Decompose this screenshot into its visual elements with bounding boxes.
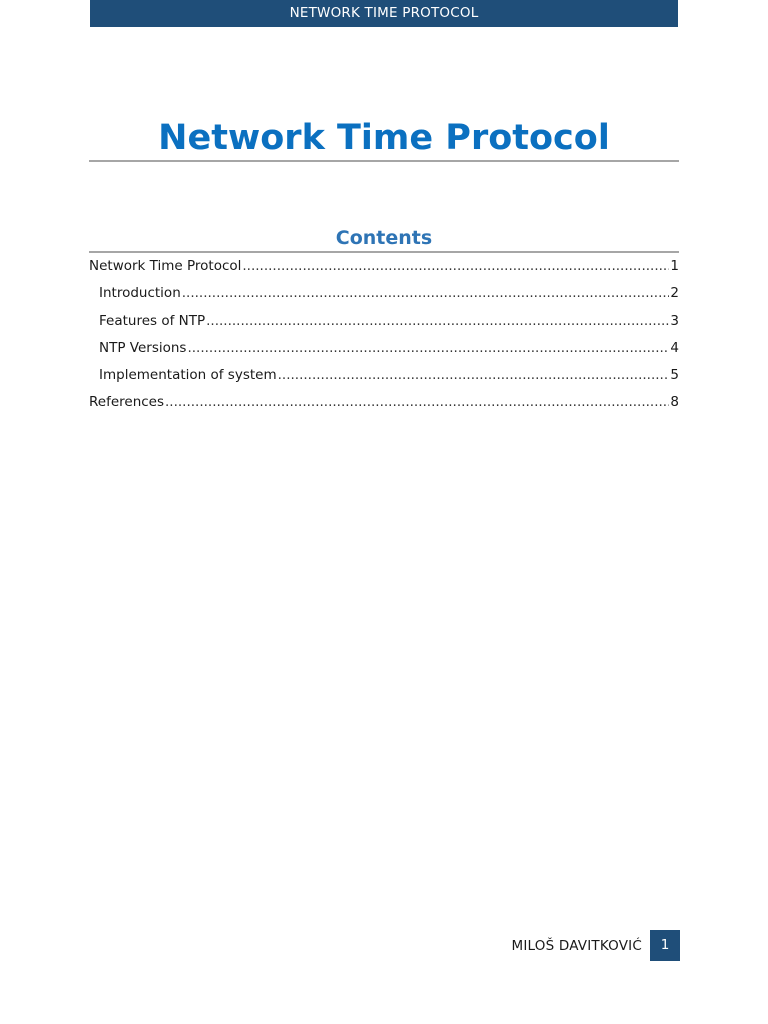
toc-entry-text: Implementation of system — [99, 367, 277, 384]
toc-entry-page: 2 — [670, 285, 679, 302]
toc-entry-text: References — [89, 394, 165, 411]
toc-heading: Contents — [335, 227, 433, 249]
toc-dot-leader — [182, 282, 670, 304]
toc-entry-references[interactable] — [89, 391, 679, 418]
toc-entry-introduction[interactable] — [89, 282, 679, 309]
toc-dot-leader — [187, 337, 669, 359]
toc-entry-text: NTP Versions — [99, 339, 187, 356]
toc-dot-leader — [206, 310, 669, 332]
toc-entry-page: 3 — [670, 312, 679, 329]
toc-entry-features-of-ntp[interactable] — [89, 310, 679, 337]
table-of-contents — [89, 255, 679, 419]
footer-author: MILOŠ DAVITKOVIĆ — [511, 938, 642, 954]
footer-page-number: 1 — [650, 930, 680, 961]
toc-dot-leader — [278, 364, 670, 386]
toc-dot-leader — [165, 391, 669, 413]
running-header-title: NETWORK TIME PROTOCOL — [289, 5, 479, 21]
toc-entry-page: 5 — [670, 367, 679, 384]
toc-entry-text: Network Time Protocol — [89, 258, 242, 274]
toc-dot-leader — [242, 255, 669, 277]
toc-entry-page: 8 — [670, 394, 679, 411]
toc-entry-page: 1 — [670, 258, 679, 274]
toc-entry-text: Features of NTP — [99, 312, 206, 329]
running-header — [90, 0, 678, 27]
toc-entry-page: 4 — [670, 339, 679, 356]
title-divider — [89, 160, 679, 162]
toc-heading-divider — [89, 251, 679, 253]
toc-entry-text: Introduction — [99, 285, 181, 302]
document-title: Network Time Protocol — [158, 118, 610, 158]
toc-entry-implementation-of-system[interactable] — [89, 364, 679, 391]
toc-entry-ntp-versions[interactable] — [89, 337, 679, 364]
toc-entry-network-time-protocol[interactable] — [89, 255, 679, 282]
